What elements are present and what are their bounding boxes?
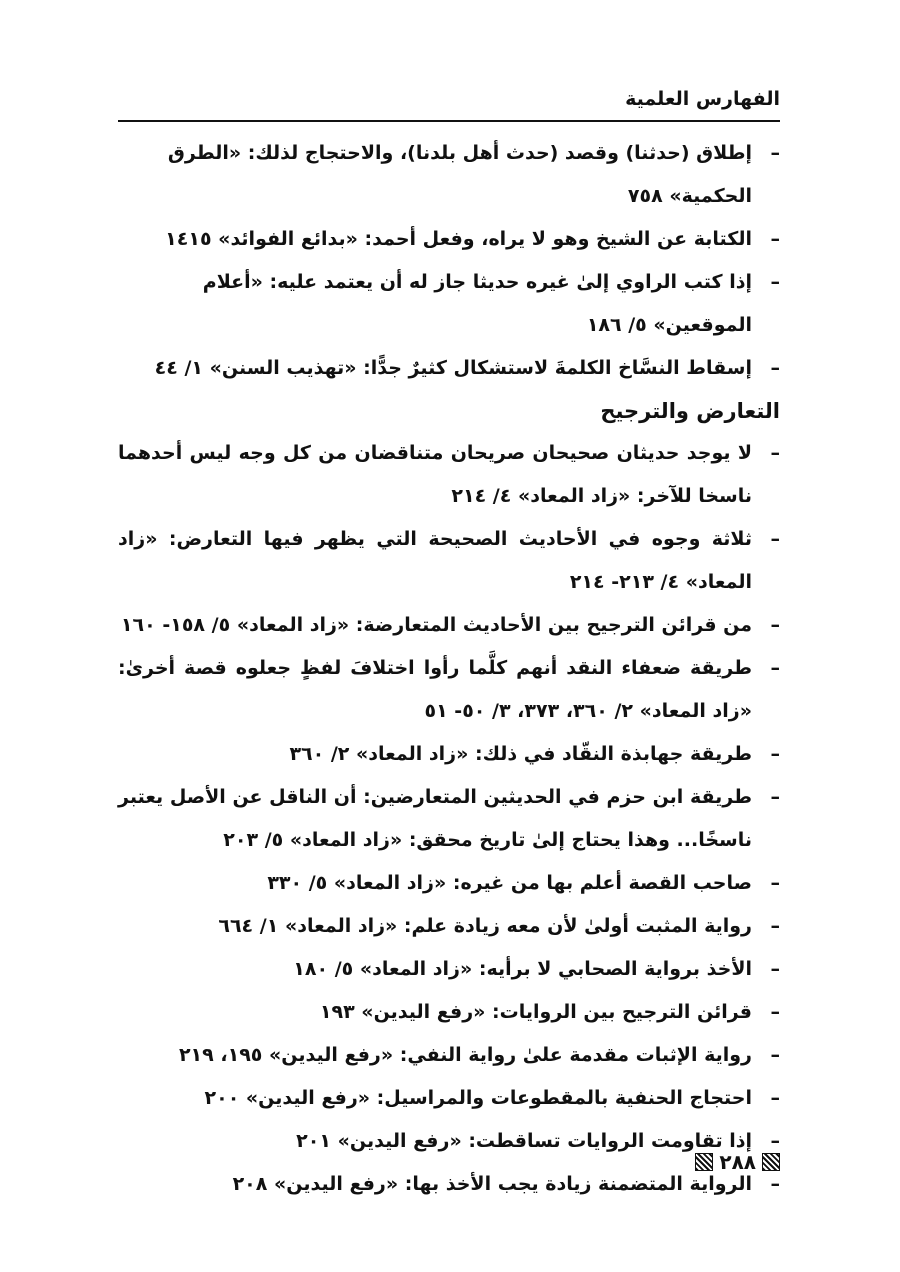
index-entry: [118, 132, 780, 218]
entry-dash: –: [770, 142, 780, 164]
entry-text: لا يوجد حديثان صحيحان صريحان متناقضان من كل وجه ليس أحدهما ناسخا للآخر: «زاد المعاد» ٤/ ٢١٤: [118, 442, 752, 507]
entry-dash: –: [770, 657, 780, 679]
index-entry: [118, 647, 780, 733]
page-number: ٢٨٨: [719, 1150, 756, 1174]
index-entry: [118, 776, 780, 862]
entry-dash: –: [770, 228, 780, 250]
index-entry: [118, 218, 780, 261]
index-entry: [118, 1034, 780, 1077]
entry-text: الأخذ برواية الصحابي لا برأيه: «زاد المعاد» ٥/ ١٨٠: [293, 958, 752, 980]
header-rule: [118, 120, 780, 122]
entry-dash: –: [770, 357, 780, 379]
ornament-icon: [762, 1153, 780, 1171]
entry-text: طريقة جهابذة النقّاد في ذلك: «زاد المعاد» ٢/ ٣٦٠: [289, 743, 752, 765]
entry-dash: –: [770, 786, 780, 808]
page-footer: [118, 1150, 780, 1190]
entry-text: رواية المثبت أولىٰ لأن معه زيادة علم: «زاد المعاد» ١/ ٦٦٤: [218, 915, 752, 937]
entry-dash: –: [770, 528, 780, 550]
entry-dash: –: [770, 1173, 780, 1195]
index-entry: [118, 604, 780, 647]
entry-text: صاحب القصة أعلم بها من غيره: «زاد المعاد» ٥/ ٣٣٠: [267, 872, 752, 894]
entry-text: إذا كتب الراوي إلىٰ غيره حديثا جاز له أن يعتمد عليه: «أعلام الموقعين» ٥/ ١٨٦: [202, 271, 752, 336]
entry-text: الرواية المتضمنة زيادة يجب الأخذ بها: «رفع اليدين» ٢٠٨: [232, 1173, 752, 1195]
entry-text: قرائن الترجيح بين الروايات: «رفع اليدين» ١٩٣: [319, 1001, 752, 1023]
index-entry: [118, 905, 780, 948]
entry-text: رواية الإثبات مقدمة علىٰ رواية النفي: «رفع اليدين» ١٩٥، ٢١٩: [178, 1044, 752, 1066]
entry-dash: –: [770, 1001, 780, 1023]
entry-text: ثلاثة وجوه في الأحاديث الصحيحة التي يظهر فيها التعارض: «زاد المعاد» ٤/ ٢١٣- ٢١٤: [118, 528, 752, 593]
entry-text: إطلاق (حدثنا) وقصد (حدث أهل بلدنا)، والاحتجاج لذلك: «الطرق الحكمية» ٧٥٨: [167, 142, 752, 207]
index-entry: [118, 261, 780, 347]
entry-dash: –: [770, 271, 780, 293]
page-number-block: [695, 1150, 780, 1174]
index-entry: [118, 518, 780, 604]
index-entry: [118, 733, 780, 776]
entry-dash: –: [770, 442, 780, 464]
section-heading: التعارض والترجيح: [600, 399, 780, 423]
entry-dash: –: [770, 1087, 780, 1109]
entry-text: طريقة ضعفاء النقد أنهم كلَّما رأوا اختلافَ لفظٍ جعلوه قصة أخرىٰ: «زاد المعاد» ٢/ ٣٦٠، ٣٧٣، ٣/ ٥٠- ٥١: [118, 657, 752, 722]
entry-dash: –: [770, 1044, 780, 1066]
ornament-icon: [695, 1153, 713, 1171]
index-entry: [118, 1077, 780, 1120]
entry-dash: –: [770, 915, 780, 937]
entry-text: طريقة ابن حزم في الحديثين المتعارضين: أن الناقل عن الأصل يعتبر ناسخًا... وهذا يحتاج إلىٰ تاريخ محقق: «زاد المعاد» ٥/ ٢٠٣: [118, 786, 752, 851]
index-content: [118, 132, 780, 1206]
entry-dash: –: [770, 958, 780, 980]
page-header: [118, 86, 780, 112]
entry-dash: –: [770, 1130, 780, 1152]
entry-text: إسقاط النسَّاخ الكلمةَ لاستشكال كثيرٌ جدًّا: «تهذيب السنن» ١/ ٤٤: [154, 357, 752, 379]
index-entry: [118, 347, 780, 390]
entry-dash: –: [770, 872, 780, 894]
entry-text: من قرائن الترجيح بين الأحاديث المتعارضة: «زاد المعاد» ٥/ ١٥٨- ١٦٠: [120, 614, 752, 636]
entry-dash: –: [770, 743, 780, 765]
running-title: الفهارس العلمية: [625, 88, 780, 110]
entry-dash: –: [770, 614, 780, 636]
index-entry: [118, 432, 780, 518]
index-entry: [118, 862, 780, 905]
index-entry: [118, 948, 780, 991]
index-entry: [118, 991, 780, 1034]
entry-text: إذا تقاومت الروايات تساقطت: «رفع اليدين» ٢٠١: [296, 1130, 752, 1152]
entry-text: احتجاج الحنفية بالمقطوعات والمراسيل: «رفع اليدين» ٢٠٠: [204, 1087, 752, 1109]
entry-text: الكتابة عن الشيخ وهو لا يراه، وفعل أحمد: «بدائع الفوائد» ١٤١٥: [165, 228, 752, 250]
